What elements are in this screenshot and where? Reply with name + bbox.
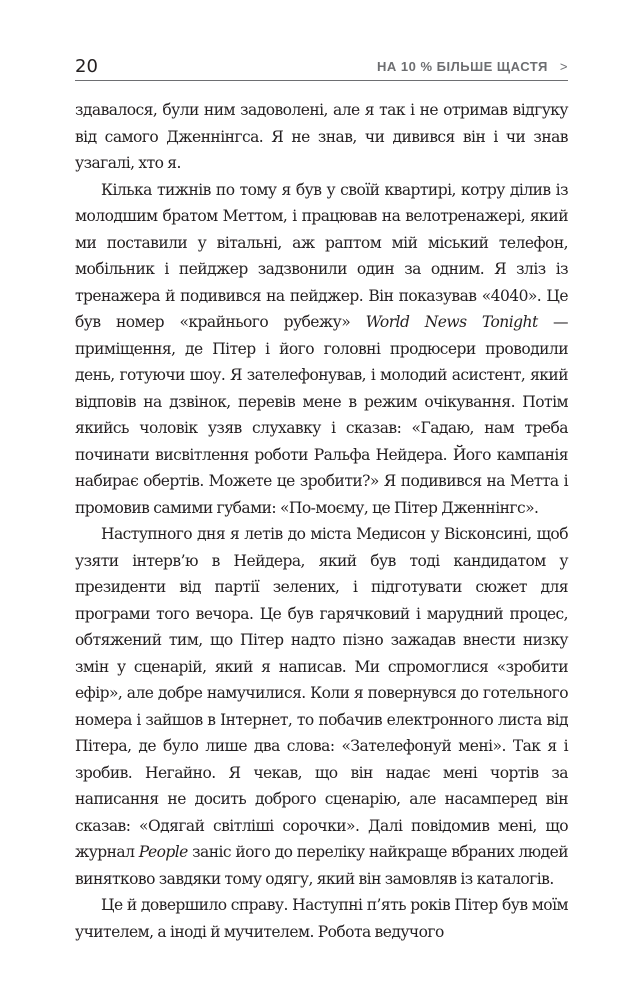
- paragraph: [75, 97, 568, 177]
- paragraph: [75, 892, 568, 945]
- book-page: [75, 50, 568, 945]
- text-run: — приміщення, де Пітер і його головні продюсери проводили день, готуючи шоу. Я зателефонував, і молодий асистент, який відповів на дзвінок, перевів мене в режим очікування. Потім якийсь чоловік узяв слухавку і сказав: «Гадаю, нам треба починати висвітлення роботи Ральфа Нейдера. Його кампанія набирає обертів. Можете це зробити?» Я подивився на Метта і промовив самими губами: «По-моєму, це Пітер Дженнінгс».: [75, 313, 568, 517]
- paragraph: [75, 521, 568, 892]
- text-run: здавалося, були ним задоволені, але я так і не отримав відгуку від самого Дженнінгса. Я не знав, чи дивився він і чи знав узагалі, хто я.: [75, 101, 568, 172]
- text-run: Наступного дня я летів до міста Медисон у Вісконсині, щоб узяти інтерв’ю в Нейдера, який був тоді кандидатом у президенти від партії зелених, і підготувати сюжет для програми того вечора. Це був гарячковий і марудний процес, обтяжений тим, що Пітер надто пізно зажадав внести низку змін у сценарій, який я написав. Ми спромоглися «зробити ефір», але добре намучилися. Коли я повернувся до готельного номера і зайшов в Інтернет, то побачив електронного листа від Пітера, де було лише два слова: «Зателефонуй мені». Так я і зробив. Негайно. Я чекав, що він надає мені чортів за написання не досить доброго сценарію, але насамперед він сказав: «Одягай світліші сорочки». Далі повідомив мені, що журнал: [75, 525, 568, 861]
- text-run: заніс його до переліку найкраще вбраних людей винятково завдяки тому одягу, який він замовляв із каталогів.: [75, 843, 569, 888]
- paragraph: [75, 177, 568, 522]
- running-head: [75, 50, 568, 81]
- italic-title: World News Tonight: [365, 313, 538, 331]
- chevron-right-icon: >: [559, 59, 568, 74]
- chapter-title-text: НА 10 % БІЛЬШЕ ЩАСТЯ: [377, 59, 548, 74]
- body-text: [75, 97, 568, 945]
- page-number: 20: [75, 56, 98, 77]
- chapter-title: [377, 59, 568, 74]
- italic-title: People: [138, 843, 188, 861]
- text-run: Це й довершило справу. Наступні п’ять років Пітер був моїм учителем, а іноді й мучителем. Робота ведучого: [75, 896, 568, 941]
- text-run: Кілька тижнів по тому я був у своїй квартирі, котру ділив із молодшим братом Меттом, і працював на велотренажері, який ми поставили у вітальні, аж раптом мій міський телефон, мобільник і пейджер задзвонили один за одним. Я зліз із тренажера й подивився на пейджер. Він показував «4040». Це був номер «крайнього рубежу»: [75, 180, 568, 331]
